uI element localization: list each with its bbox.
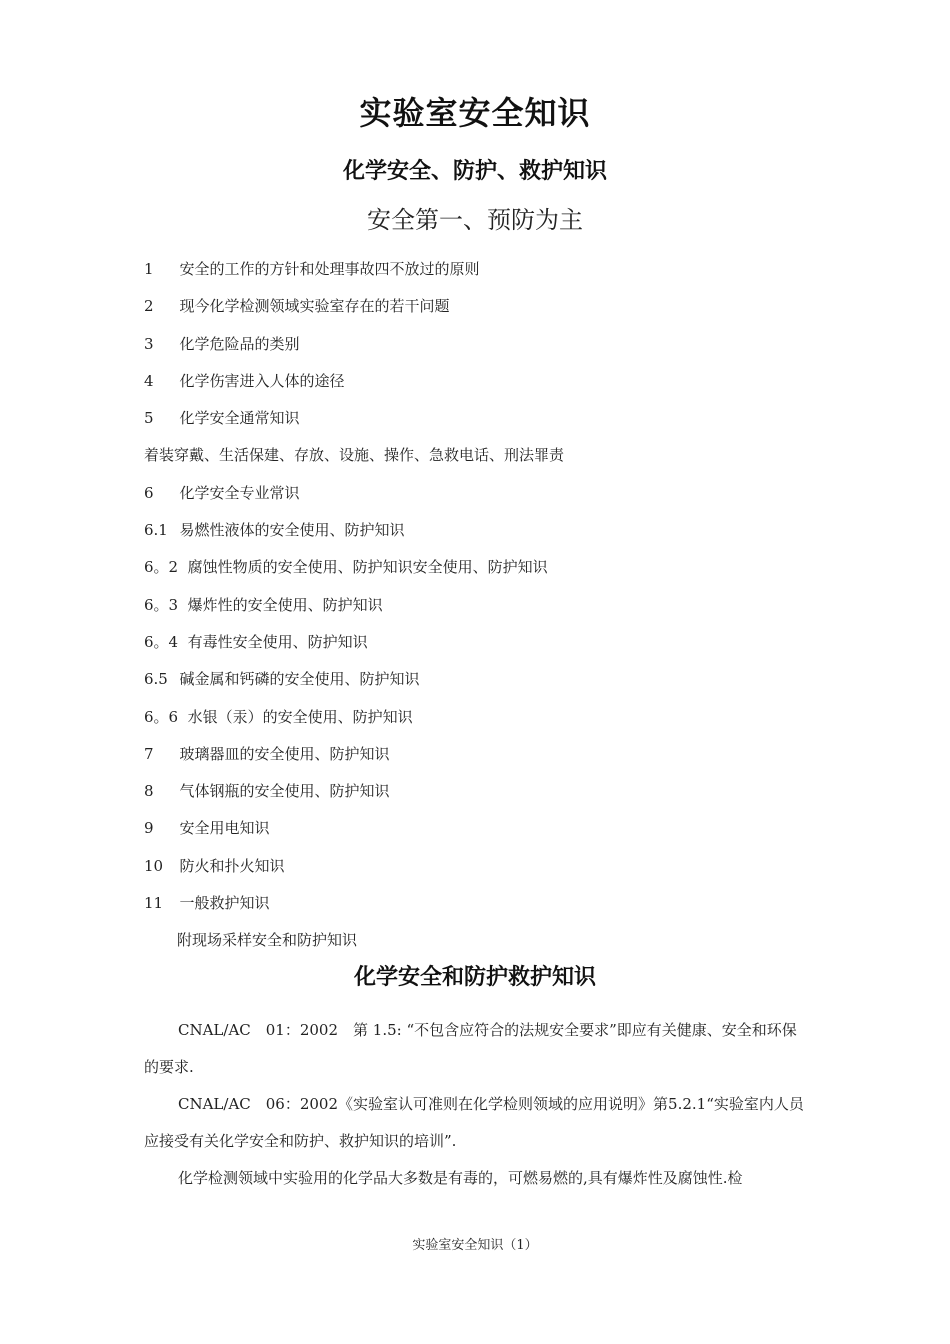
toc-item-number: 6。6 — [144, 707, 179, 726]
toc-item-text: 爆炸性的安全使用、防护知识 — [187, 595, 383, 614]
toc-item-text: 防火和扑火知识 — [179, 856, 285, 875]
toc-item — [144, 892, 824, 929]
toc-item-number: 6。4 — [144, 632, 179, 651]
toc-item-text: 安全用电知识 — [179, 819, 270, 838]
toc-item-number: 11 — [144, 894, 164, 913]
toc-item-number: 10 — [144, 856, 164, 875]
toc-item-text: 附现场采样安全和防护知识 — [177, 931, 358, 950]
toc-item-text: 有毒性安全使用、防护知识 — [187, 632, 368, 651]
toc-item-text: 化学安全专业常识 — [179, 483, 300, 502]
toc-item-number: 2 — [144, 297, 154, 316]
toc-item — [144, 482, 824, 519]
document-slogan: 安全第一、预防为主 — [367, 206, 583, 234]
toc-item-text: 化学危险品的类别 — [179, 334, 300, 353]
toc-item-text: 着装穿戴、生活保建、存放、设施、操作、急救电话、刑法罪责 — [144, 446, 565, 465]
toc-item — [144, 258, 824, 295]
toc-item-number: 5 — [144, 409, 154, 428]
toc-item-text: 易燃性液体的安全使用、防护知识 — [179, 521, 405, 540]
toc-item-text: 化学伤害进入人体的途径 — [179, 371, 345, 390]
toc-item — [144, 706, 824, 743]
toc-item-number: 6.1 — [144, 521, 168, 540]
toc-item — [144, 743, 824, 780]
section-title: 化学安全和防护救护知识 — [353, 964, 596, 990]
toc-item-number: 9 — [144, 819, 154, 838]
toc-item — [144, 780, 824, 817]
toc-item — [144, 333, 824, 370]
toc-item — [144, 407, 824, 444]
body-paragraph: CNAL/AC 01：2002 第 1.5: “不包含应符合的法规安全要求”即应有关健康、安全和环保的要求. — [144, 1021, 797, 1076]
toc-item — [144, 817, 824, 854]
toc-item — [144, 556, 824, 593]
toc-item-number: 3 — [144, 334, 154, 353]
document-title: 实验室安全知识 — [359, 94, 591, 132]
table-of-contents — [144, 258, 824, 967]
toc-item-text: 化学安全通常知识 — [179, 409, 300, 428]
toc-item-number: 7 — [144, 744, 154, 763]
toc-item — [144, 855, 824, 892]
toc-item-text: 玻璃器皿的安全使用、防护知识 — [179, 744, 390, 763]
toc-item — [144, 631, 824, 668]
toc-item-number: 8 — [144, 782, 154, 801]
toc-item — [144, 444, 824, 481]
toc-item — [144, 594, 824, 631]
toc-item-number: 6。2 — [144, 558, 179, 577]
toc-item — [144, 295, 824, 332]
toc-item-text: 腐蚀性物质的安全使用、防护知识安全使用、防护知识 — [187, 558, 548, 577]
toc-item-number: 6 — [144, 483, 154, 502]
body-paragraph: 化学检测领域中实验用的化学品大多数是有毒的，可燃易燃的,具有爆炸性及腐蚀性.检 — [178, 1169, 743, 1187]
page-footer: 实验室安全知识（1） — [412, 1238, 538, 1253]
toc-item-number: 6。3 — [144, 595, 179, 614]
toc-item — [144, 668, 824, 705]
document-subtitle: 化学安全、防护、救护知识 — [342, 158, 607, 184]
toc-item-text: 现今化学检测领域实验室存在的若干问题 — [179, 297, 450, 316]
toc-item-text: 水银（汞）的安全使用、防护知识 — [187, 707, 413, 726]
toc-item-text: 碱金属和钙磷的安全使用、防护知识 — [179, 670, 420, 689]
toc-item-number: 1 — [144, 260, 154, 278]
toc-item-number: 6.5 — [144, 670, 168, 689]
toc-item — [144, 519, 824, 556]
toc-item-text: 气体钢瓶的安全使用、防护知识 — [179, 782, 390, 801]
toc-item — [144, 370, 824, 407]
body-paragraph: CNAL/AC 06：2002《实验室认可准则在化学检则领域的应用说明》第5.2.1“实验室内人员应接受有关化学安全和防护、救护知识的培训”. — [144, 1095, 804, 1150]
toc-item-text: 一般救护知识 — [179, 894, 270, 913]
toc-item-text: 安全的工作的方针和处理事故四不放过的原则 — [179, 260, 480, 278]
toc-item-number: 4 — [144, 371, 154, 390]
